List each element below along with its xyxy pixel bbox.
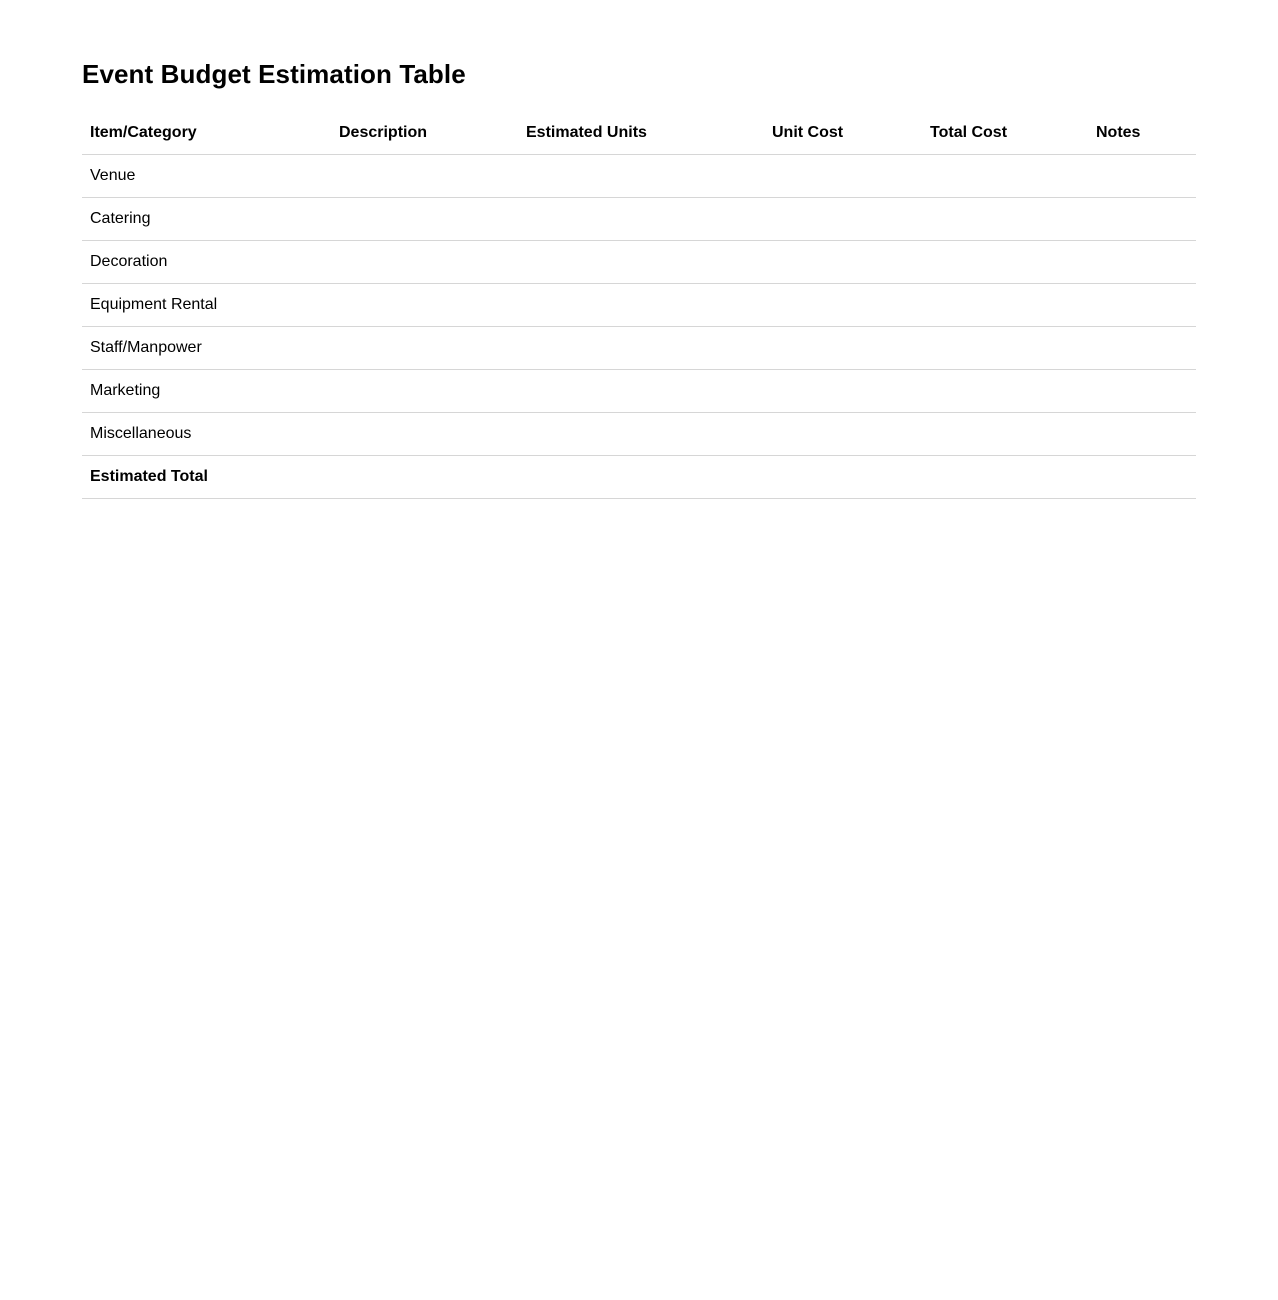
notes-cell bbox=[1088, 370, 1196, 413]
table-header bbox=[82, 112, 1196, 155]
table-row bbox=[82, 198, 1196, 241]
unit-cost-cell bbox=[764, 413, 922, 456]
description-cell bbox=[331, 198, 518, 241]
description-cell bbox=[331, 284, 518, 327]
unit-cost-cell bbox=[764, 456, 922, 499]
notes-cell bbox=[1088, 284, 1196, 327]
unit-cost-cell bbox=[764, 198, 922, 241]
header-unit-cost: Unit Cost bbox=[764, 112, 922, 155]
estimated-units-cell bbox=[518, 155, 764, 198]
header-item-category: Item/Category bbox=[82, 112, 331, 155]
row-label: Decoration bbox=[82, 241, 331, 284]
row-label: Miscellaneous bbox=[82, 413, 331, 456]
unit-cost-cell bbox=[764, 284, 922, 327]
row-label: Marketing bbox=[82, 370, 331, 413]
header-row bbox=[82, 112, 1196, 155]
row-label: Catering bbox=[82, 198, 331, 241]
estimated-units-cell bbox=[518, 198, 764, 241]
table-row bbox=[82, 327, 1196, 370]
unit-cost-cell bbox=[764, 370, 922, 413]
notes-cell bbox=[1088, 413, 1196, 456]
notes-cell bbox=[1088, 241, 1196, 284]
total-cost-cell bbox=[922, 456, 1088, 499]
total-cost-cell bbox=[922, 241, 1088, 284]
page-title: Event Budget Estimation Table bbox=[82, 59, 466, 89]
total-label: Estimated Total bbox=[82, 456, 331, 499]
description-cell bbox=[331, 456, 518, 499]
description-cell bbox=[331, 370, 518, 413]
notes-cell bbox=[1088, 198, 1196, 241]
table-row bbox=[82, 241, 1196, 284]
estimated-total-row bbox=[82, 456, 1196, 499]
unit-cost-cell bbox=[764, 155, 922, 198]
description-cell bbox=[331, 327, 518, 370]
total-cost-cell bbox=[922, 370, 1088, 413]
description-cell bbox=[331, 413, 518, 456]
header-estimated-units: Estimated Units bbox=[518, 112, 764, 155]
table-row bbox=[82, 413, 1196, 456]
unit-cost-cell bbox=[764, 241, 922, 284]
estimated-units-cell bbox=[518, 284, 764, 327]
notes-cell bbox=[1088, 456, 1196, 499]
estimated-units-cell bbox=[518, 370, 764, 413]
total-cost-cell bbox=[922, 155, 1088, 198]
estimated-units-cell bbox=[518, 241, 764, 284]
total-cost-cell bbox=[922, 413, 1088, 456]
notes-cell bbox=[1088, 155, 1196, 198]
header-notes: Notes bbox=[1088, 112, 1196, 155]
total-cost-cell bbox=[922, 327, 1088, 370]
estimated-units-cell bbox=[518, 413, 764, 456]
notes-cell bbox=[1088, 327, 1196, 370]
table-row bbox=[82, 284, 1196, 327]
table-row bbox=[82, 370, 1196, 413]
total-cost-cell bbox=[922, 198, 1088, 241]
header-total-cost: Total Cost bbox=[922, 112, 1088, 155]
estimated-units-cell bbox=[518, 456, 764, 499]
row-label: Staff/Manpower bbox=[82, 327, 331, 370]
table-body bbox=[82, 155, 1196, 499]
row-label: Equipment Rental bbox=[82, 284, 331, 327]
unit-cost-cell bbox=[764, 327, 922, 370]
row-label: Venue bbox=[82, 155, 331, 198]
description-cell bbox=[331, 241, 518, 284]
total-cost-cell bbox=[922, 284, 1088, 327]
estimated-units-cell bbox=[518, 327, 764, 370]
description-cell bbox=[331, 155, 518, 198]
budget-table bbox=[82, 112, 1196, 499]
table-row bbox=[82, 155, 1196, 198]
header-description: Description bbox=[331, 112, 518, 155]
